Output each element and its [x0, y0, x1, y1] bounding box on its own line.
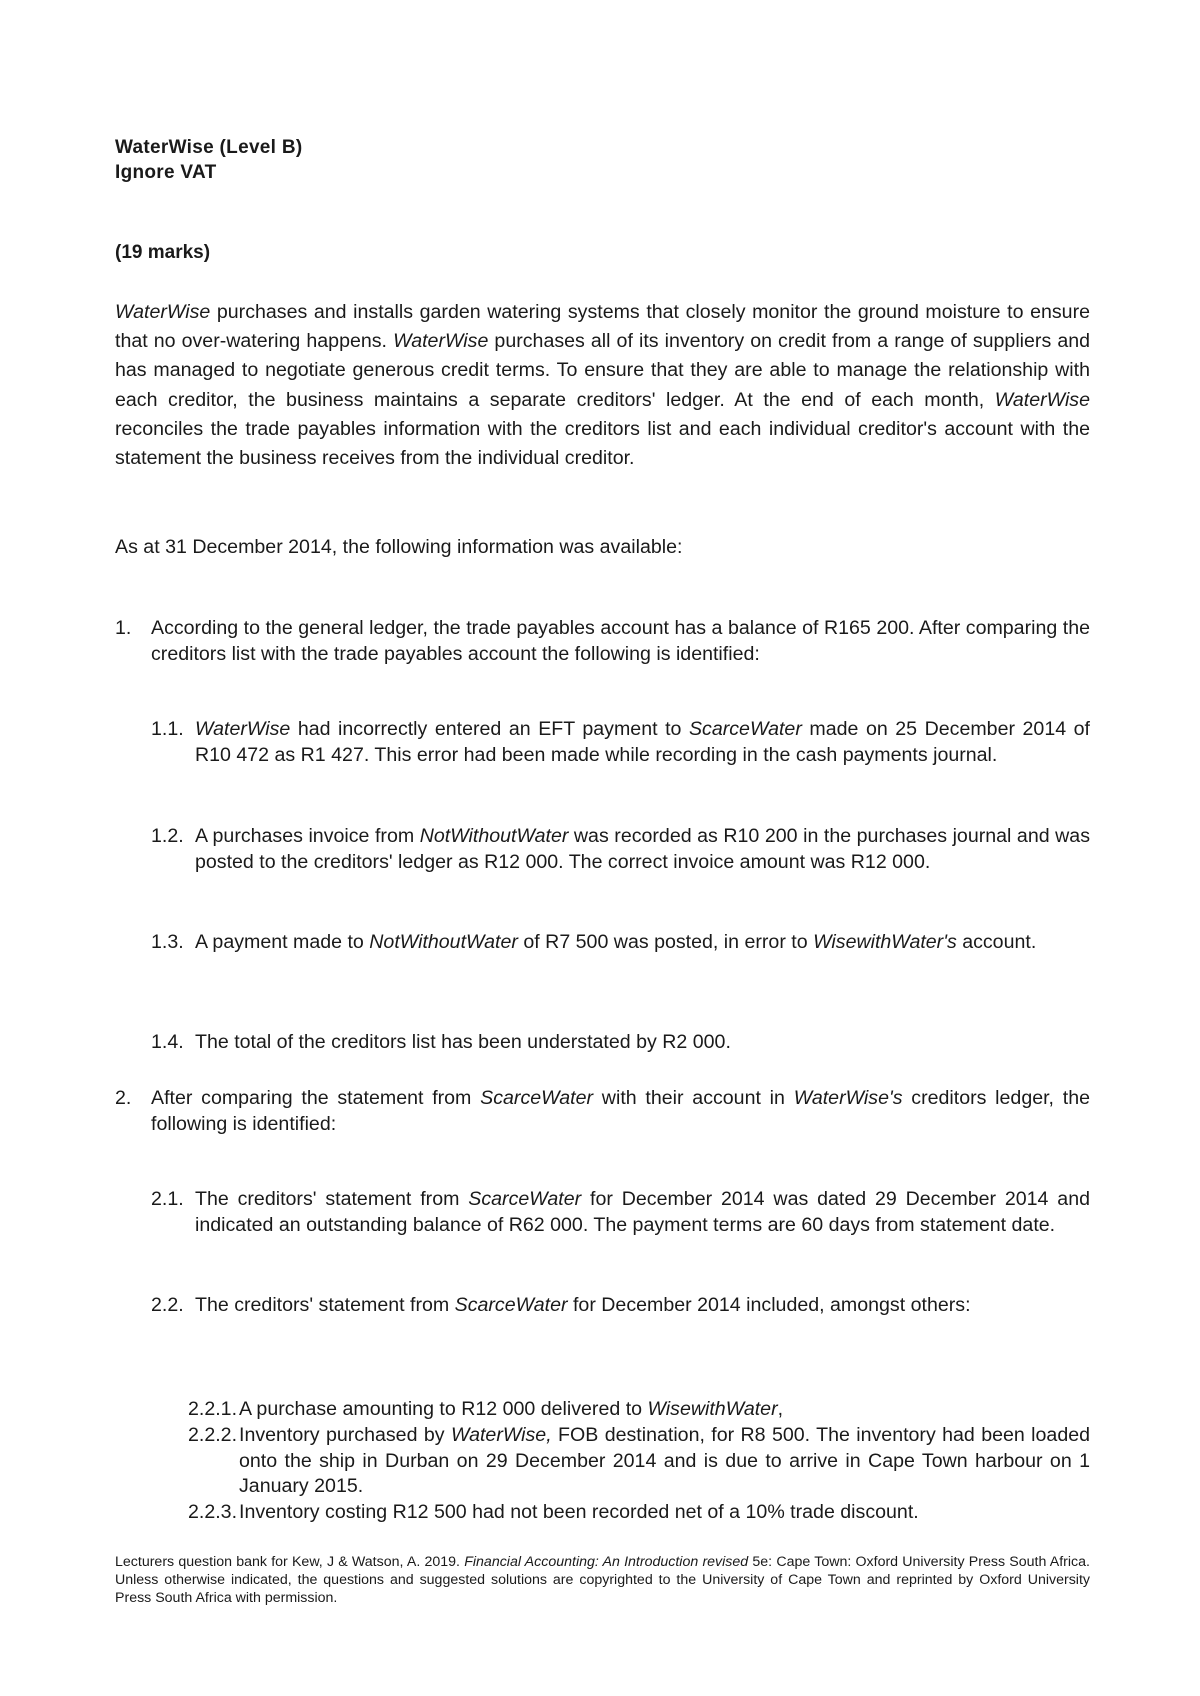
list-number: 1.2.: [151, 825, 184, 847]
list-number: 2.2.2.: [188, 1424, 238, 1446]
document-title: WaterWise (Level B): [115, 137, 303, 158]
as-at-paragraph: As at 31 December 2014, the following information was available:: [115, 536, 683, 558]
list-item-1-1: WaterWise had incorrectly entered an EFT payment to ScarceWater made on 25 December 2014 of R10 472 as R1 427. This error had been made while recording in the cash payments journal.: [195, 718, 1091, 766]
list-item-1-3: A payment made to NotWithoutWater of R7 500 was posted, in error to WisewithWater's account.: [195, 931, 1037, 953]
list-item-2: After comparing the statement from ScarceWater with their account in WaterWise's creditors ledger, the following is identified:: [151, 1087, 1091, 1135]
company-name: WaterWise: [393, 330, 489, 353]
list-number: 1.4.: [151, 1031, 184, 1053]
company-name: WaterWise: [994, 388, 1090, 411]
copyright-footer: Lecturers question bank for Kew, J & Watson, A. 2019. Financial Accounting: An Introduction revised 5e: Cape Town: Oxford University Press South Africa. Unless otherwise indicated, the questions and suggested solutions are copyrighted to the University of Cape Town and reprinted by Oxford University Press South Africa with permission.: [115, 1554, 1090, 1606]
list-number: 2.1.: [151, 1188, 184, 1210]
list-item-1: According to the general ledger, the trade payables account has a balance of R165 200. After comparing the creditors list with the trade payables account the following is identified:: [151, 617, 1090, 665]
list-number: 1.1.: [151, 718, 184, 740]
list-item-1-4: The total of the creditors list has been understated by R2 000.: [195, 1031, 731, 1053]
list-item-2-2: The creditors' statement from ScarceWater for December 2014 included, amongst others:: [195, 1294, 971, 1316]
intro-paragraph: WaterWise purchases and installs garden watering systems that closely monitor the ground moisture to ensure that no over-watering happens. WaterWise purchases all of its inventory on credit from a range of suppliers and has managed to negotiate generous credit terms. To ensure that they are able to manage the relationship with each creditor, the business maintains a separate creditors' ledger. At the end of each month, WaterWise reconciles the trade payables information with the creditors list and each individual creditor's account with the statement the business receives from the individual creditor.: [115, 301, 1091, 470]
list-number: 1.: [115, 617, 132, 639]
list-item-2-2-2: Inventory purchased by WaterWise, FOB destination, for R8 500. The inventory had been loaded onto the ship in Durban on 29 December 2014 and is due to arrive in Cape Town harbour on 1 January 2015.: [239, 1424, 1091, 1497]
list-item-2-1: The creditors' statement from ScarceWater for December 2014 was dated 29 December 2014 and indicated an outstanding balance of R62 000. The payment terms are 60 days from statement date.: [195, 1188, 1091, 1236]
list-item-2-2-3: Inventory costing R12 500 had not been recorded net of a 10% trade discount.: [239, 1501, 919, 1523]
marks-label: (19 marks): [115, 242, 211, 263]
list-number: 2.2.1.: [188, 1398, 238, 1420]
book-title: Financial Accounting: An Introduction revised: [464, 1554, 749, 1570]
document-subtitle: Ignore VAT: [115, 162, 217, 183]
list-number: 1.3.: [151, 931, 184, 953]
company-name: WaterWise: [115, 301, 211, 323]
list-number: 2.: [115, 1087, 132, 1109]
list-item-2-2-1: A purchase amounting to R12 000 delivered to WisewithWater,: [239, 1398, 784, 1420]
list-number: 2.2.3.: [188, 1501, 238, 1523]
list-number: 2.2.: [151, 1294, 184, 1316]
list-item-1-2: A purchases invoice from NotWithoutWater was recorded as R10 200 in the purchases journal and was posted to the creditors' ledger as R12 000. The correct invoice amount was R12 000.: [195, 825, 1091, 873]
